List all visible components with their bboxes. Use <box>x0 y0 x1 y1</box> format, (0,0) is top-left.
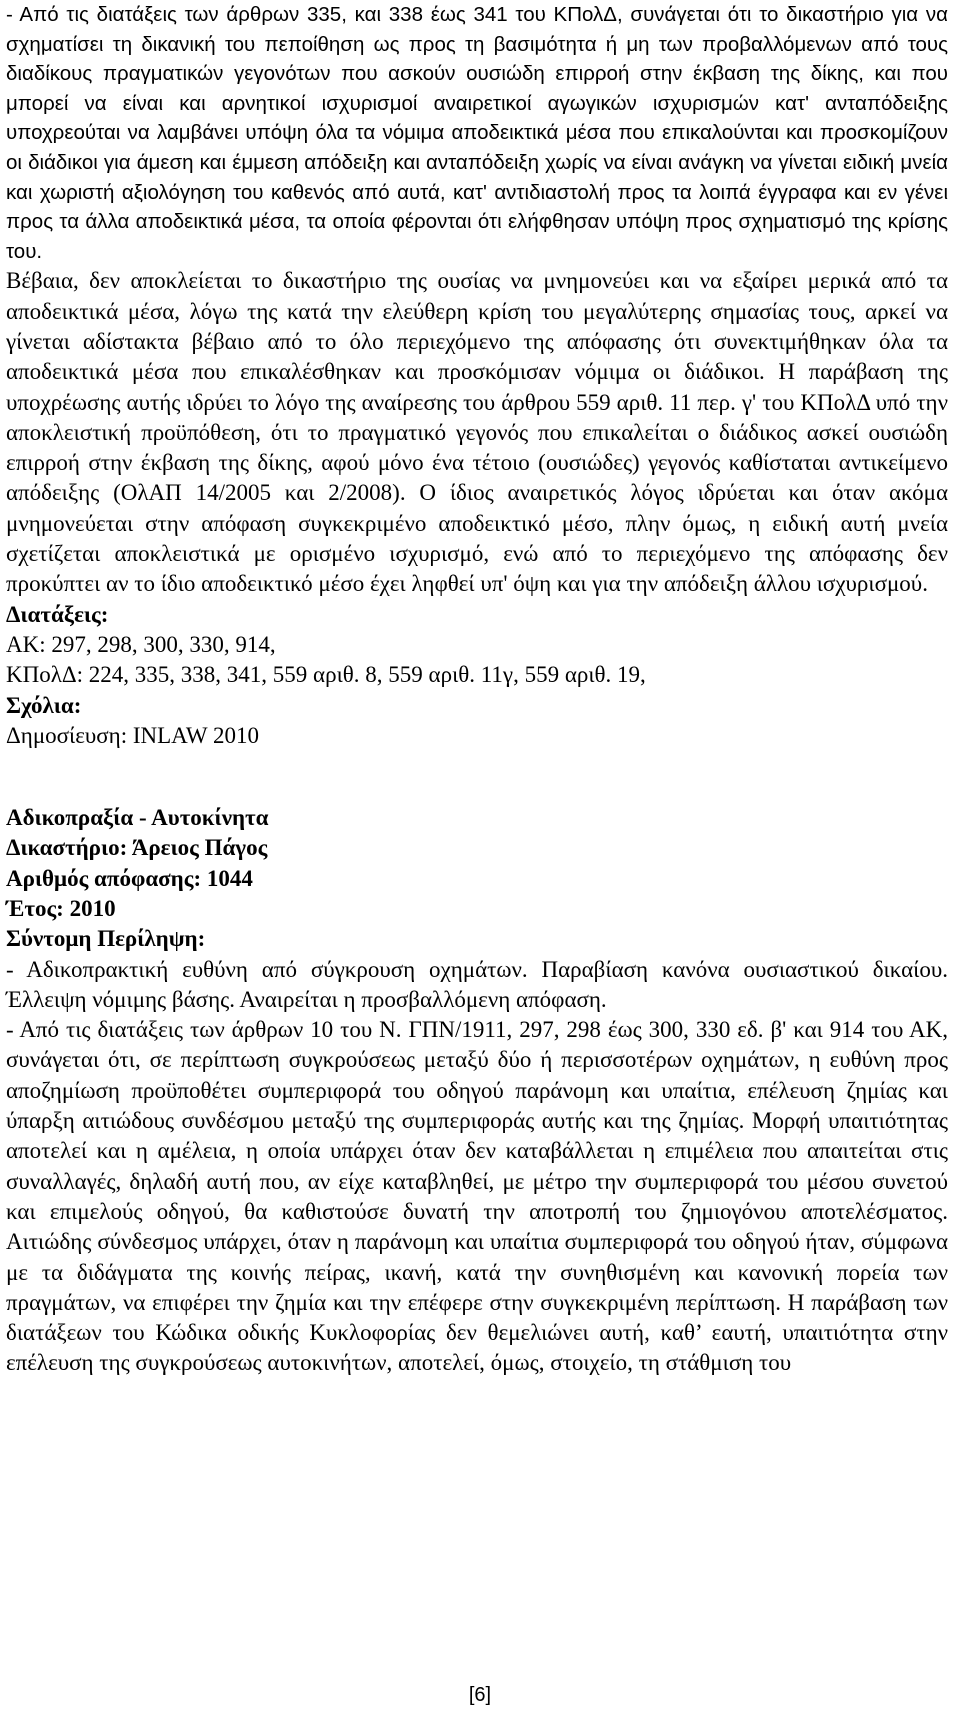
page-number: [6] <box>468 1684 492 1706</box>
document-page <box>6 0 948 1379</box>
court-heading: Δικαστήριο: Άρειος Πάγος <box>6 835 268 861</box>
provisions-civil-procedure-code: ΚΠολΔ: 224, 335, 338, 341, 559 αριθ. 8, 559 αριθ. 11γ, 559 αριθ. 19, <box>6 662 646 688</box>
ruling-paragraph-evidence-mention: Βέβαια, δεν αποκλείεται το δικαστήριο της ουσίας να μνημονεύει και να εξαίρει μερικά από τα αποδεικτικά μέσα, λόγω της κατά την ελεύθερη κρίση του μεγαλύτερης σημασίας τους, αρκεί να γίνεται αδίστακτα βέβαιο από το όλο περιεχόμενο της απόφασης ότι συνεκτιμήθηκαν όλα τα αποδεικτικά μέσα που επικαλέσθηκαν και προσκόμισαν νόμιμα οι διάδικοι. Η παράβαση της υποχρέωσης αυτής ιδρύει το λόγο της αναίρεσης του άρθρου 559 αριθ. 11 περ. γ' του ΚΠολΔ υπό την αποκλειστική προϋπόθεση, ότι το πραγματικό γεγονός που επικαλείται ο διάδικος ασκεί ουσιώδη επιρροή στην έκβαση της δίκης, αφού μόνο ένα τέτοιο (ουσιώδες) γεγονός καθίσταται αντικείμενο απόδειξης (ΟλΑΠ 14/2005 και 2/2008). Ο ίδιος αναιρετικός λόγος ιδρύεται και όταν ακόμα μνημονεύεται στην απόφαση συγκεκριμένο αποδεικτικό μέσο, πλην όμως, η ειδική αυτή μνεία σχετίζεται αποκλειστικά με ορισμένο ισχυρισμό, ενώ από το περιεχόμενο της απόφασης δεν προκύπτει αν το ίδιο αποδεικτικό μέσο έχει ληφθεί υπ' όψη και για την απόδειξη άλλου ισχυρισμού. <box>6 268 948 597</box>
decision-number-heading: Αριθμός απόφασης: 1044 <box>6 865 253 891</box>
publication-line: Δημοσίευση: INLAW 2010 <box>6 722 259 748</box>
section-gap <box>6 781 948 803</box>
provisions-label: Διατάξεις: <box>6 601 109 627</box>
section-gap <box>6 751 948 781</box>
provisions-civil-code: ΑΚ: 297, 298, 300, 330, 914, <box>6 631 276 657</box>
summary-paragraph-liability: - Από τις διατάξεις των άρθρων 10 του Ν. ΓΠΝ/1911, 297, 298 έως 300, 330 εδ. β' και 914 του ΑΚ, συνάγεται ότι, σε περίπτωση συγκρούσεως μεταξύ δύο ή περισσοτέρων οχημάτων, η ευθύνη προς αποζημίωση προϋποθέτει συμπεριφορά του οδηγού παράνομη και υπαίτια, επέλευση ζημίας και ύπαρξη αιτιώδους συνδέσμου μεταξύ της συμπεριφοράς αυτής και της ζημίας. Μορφή υπαιτιότητας αποτελεί και η αμέλεια, η οποία υπάρχει όταν δεν καταβάλλεται η επιμέλεια που απαιτείται στις συναλλαγές, δηλαδή αυτή που, αν είχε καταβληθεί, με μέτρο την συμπεριφορά του μέσου συνετού και επιμελούς οδηγού, θα καθιστούσε δυνατή την αποτροπή του ζημιογόνου αποτελέσματος. Αιτιώδης σύνδεσμος υπάρχει, όταν η παράνομη και υπαίτια συμπεριφορά του οδηγού ήταν, σύμφωνα με τα διδάγματα της κοινής πείρας, ικανή, κατά την συνηθισμένη και κανονική πορεία των πραγμάτων, να επιφέρει την ζημία και την επέφερε στην συγκεκριμένη περίπτωση. Η παράβαση των διατάξεων του Κώδικα οδικής Κυκλοφορίας δεν θεμελιώνει αυτή, καθ’ εαυτή, υπαιτιότητα στην επέλευση της συγκρούσεως αυτοκινήτων, αποτελεί, όμως, στοιχείο, τη στάθμιση του <box>6 1017 948 1376</box>
case-category-heading: Αδικοπραξία - Αυτοκίνητα <box>6 805 269 831</box>
ruling-paragraph-evidence-evaluation: - Από τις διατάξεις των άρθρων 335, και 338 έως 341 του ΚΠολΔ, συνάγεται ότι το δικαστήριο για να σχηματίσει τη δικανική του πεποίθηση ως προς τη βασιμότητα ή μη των προβαλλόμενων από τους διαδίκους πραγματικών γεγονότων που ασκούν ουσιώδη επιρροή στην έκβαση της δίκης, και που μπορεί να είναι και αρνητικοί ισχυρισμοί αναιρετικοί αγωγικών ισχυρισμών κατ' ανταπόδειξης υποχρεούται να λαμβάνει υπόψη όλα τα νόμιμα αποδεικτικά μέσα που επικαλούνται και προσκομίζουν οι διάδικοι για άμεση και έμμεση απόδειξη και ανταπόδειξη χωρίς να είναι ανάγκη να γίνεται ειδική μνεία και χωριστή αξιολόγηση του καθενός από αυτά, κατ' αντιδιαστολή προς τα λοιπά έγγραφα και εν γένει προς τα άλλα αποδεικτικά μέσα, τα οποία φέρονται ότι ελήφθησαν υπόψη προς σχηματισμό της κρίσης του. <box>6 3 948 263</box>
summary-label: Σύντομη Περίληψη: <box>6 926 206 952</box>
summary-paragraph-overview: - Αδικοπρακτική ευθύνη από σύγκρουση οχημάτων. Παραβίαση κανόνα ουσιαστικού δικαίου. Έλλειψη νόμιμης βάσης. Αναιρείται η προσβαλλόμενη απόφαση. <box>6 956 948 1012</box>
year-heading: Έτος: 2010 <box>6 895 116 921</box>
comments-label: Σχόλια: <box>6 692 82 718</box>
